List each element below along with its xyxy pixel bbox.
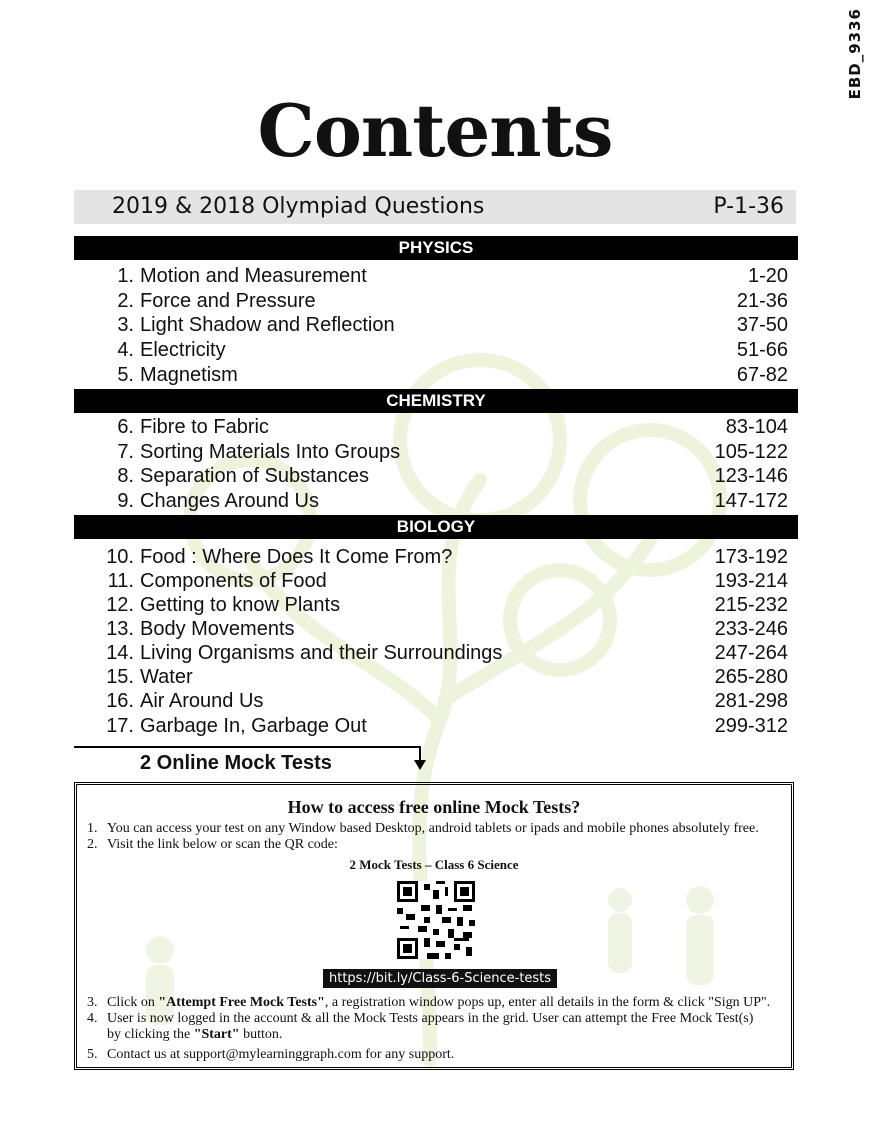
- toc-item: 16. Air Around Us 281-298: [106, 690, 788, 712]
- toc-item: 4. Electricity 51-66: [117, 339, 788, 361]
- mock-tests-heading: 2 Online Mock Tests: [140, 752, 332, 774]
- arrow-down-icon: [414, 760, 426, 770]
- step-4-continued: by clicking the "Start" button.: [107, 1027, 283, 1042]
- toc-item: 10. Food : Where Does It Come From? 173-192: [106, 546, 788, 568]
- toc-item: 5. Magnetism 67-82: [117, 364, 788, 386]
- book-code: EBD_9336: [846, 8, 864, 100]
- section-header-physics: PHYSICS: [74, 236, 798, 260]
- toc-item: 6. Fibre to Fabric 83-104: [117, 416, 788, 438]
- toc-item: 12. Getting to know Plants 215-232: [106, 594, 788, 616]
- mock-box-title: How to access free online Mock Tests?: [287, 797, 581, 817]
- section-header-biology: BIOLOGY: [74, 515, 798, 539]
- toc-item: 8. Separation of Substances 123-146: [117, 465, 788, 487]
- toc-item: 17. Garbage In, Garbage Out 299-312: [106, 715, 788, 737]
- mock-tests-link[interactable]: https://bit.ly/Class-6-Science-tests: [323, 969, 557, 988]
- mock-instructions-box: [74, 782, 794, 1070]
- toc-item: 2. Force and Pressure 21-36: [117, 290, 788, 312]
- toc-item: 7. Sorting Materials Into Groups 105-122: [117, 441, 788, 463]
- olympiad-pages: P-1-36: [713, 194, 784, 219]
- toc-item: 14. Living Organisms and their Surroundings 247-264: [106, 642, 788, 664]
- step-5: 5. Contact us at support@mylearninggraph.com for any support.: [87, 1047, 455, 1062]
- page-title: Contents: [257, 88, 613, 173]
- section-header-chemistry: CHEMISTRY: [74, 389, 798, 413]
- olympiad-row: [74, 190, 796, 224]
- toc-item: 13. Body Movements 233-246: [106, 618, 788, 640]
- toc-item: 1. Motion and Measurement 1-20: [117, 265, 788, 287]
- step-4: 4. User is now logged in the account & all the Mock Tests appears in the grid. User can attempt the Free Mock Test(s): [87, 1011, 754, 1026]
- step-1: 1. You can access your test on any Window based Desktop, android tablets or ipads and mobile phones absolutely free.: [87, 821, 759, 836]
- toc-item: 11. Components of Food 193-214: [107, 570, 788, 592]
- mock-divider-line: [74, 746, 420, 748]
- qr-code-icon[interactable]: [397, 881, 475, 959]
- step-3: 3. Click on "Attempt Free Mock Tests", a registration window pops up, enter all details in the form & click "Sign UP".: [87, 995, 771, 1010]
- step-2: 2. Visit the link below or scan the QR code:: [87, 837, 338, 852]
- olympiad-label: 2019 & 2018 Olympiad Questions: [112, 194, 485, 219]
- toc-item: 3. Light Shadow and Reflection 37-50: [117, 314, 788, 336]
- toc-item: 9. Changes Around Us 147-172: [117, 490, 788, 512]
- qr-caption: 2 Mock Tests – Class 6 Science: [349, 857, 519, 872]
- toc-item: 15. Water 265-280: [106, 666, 788, 688]
